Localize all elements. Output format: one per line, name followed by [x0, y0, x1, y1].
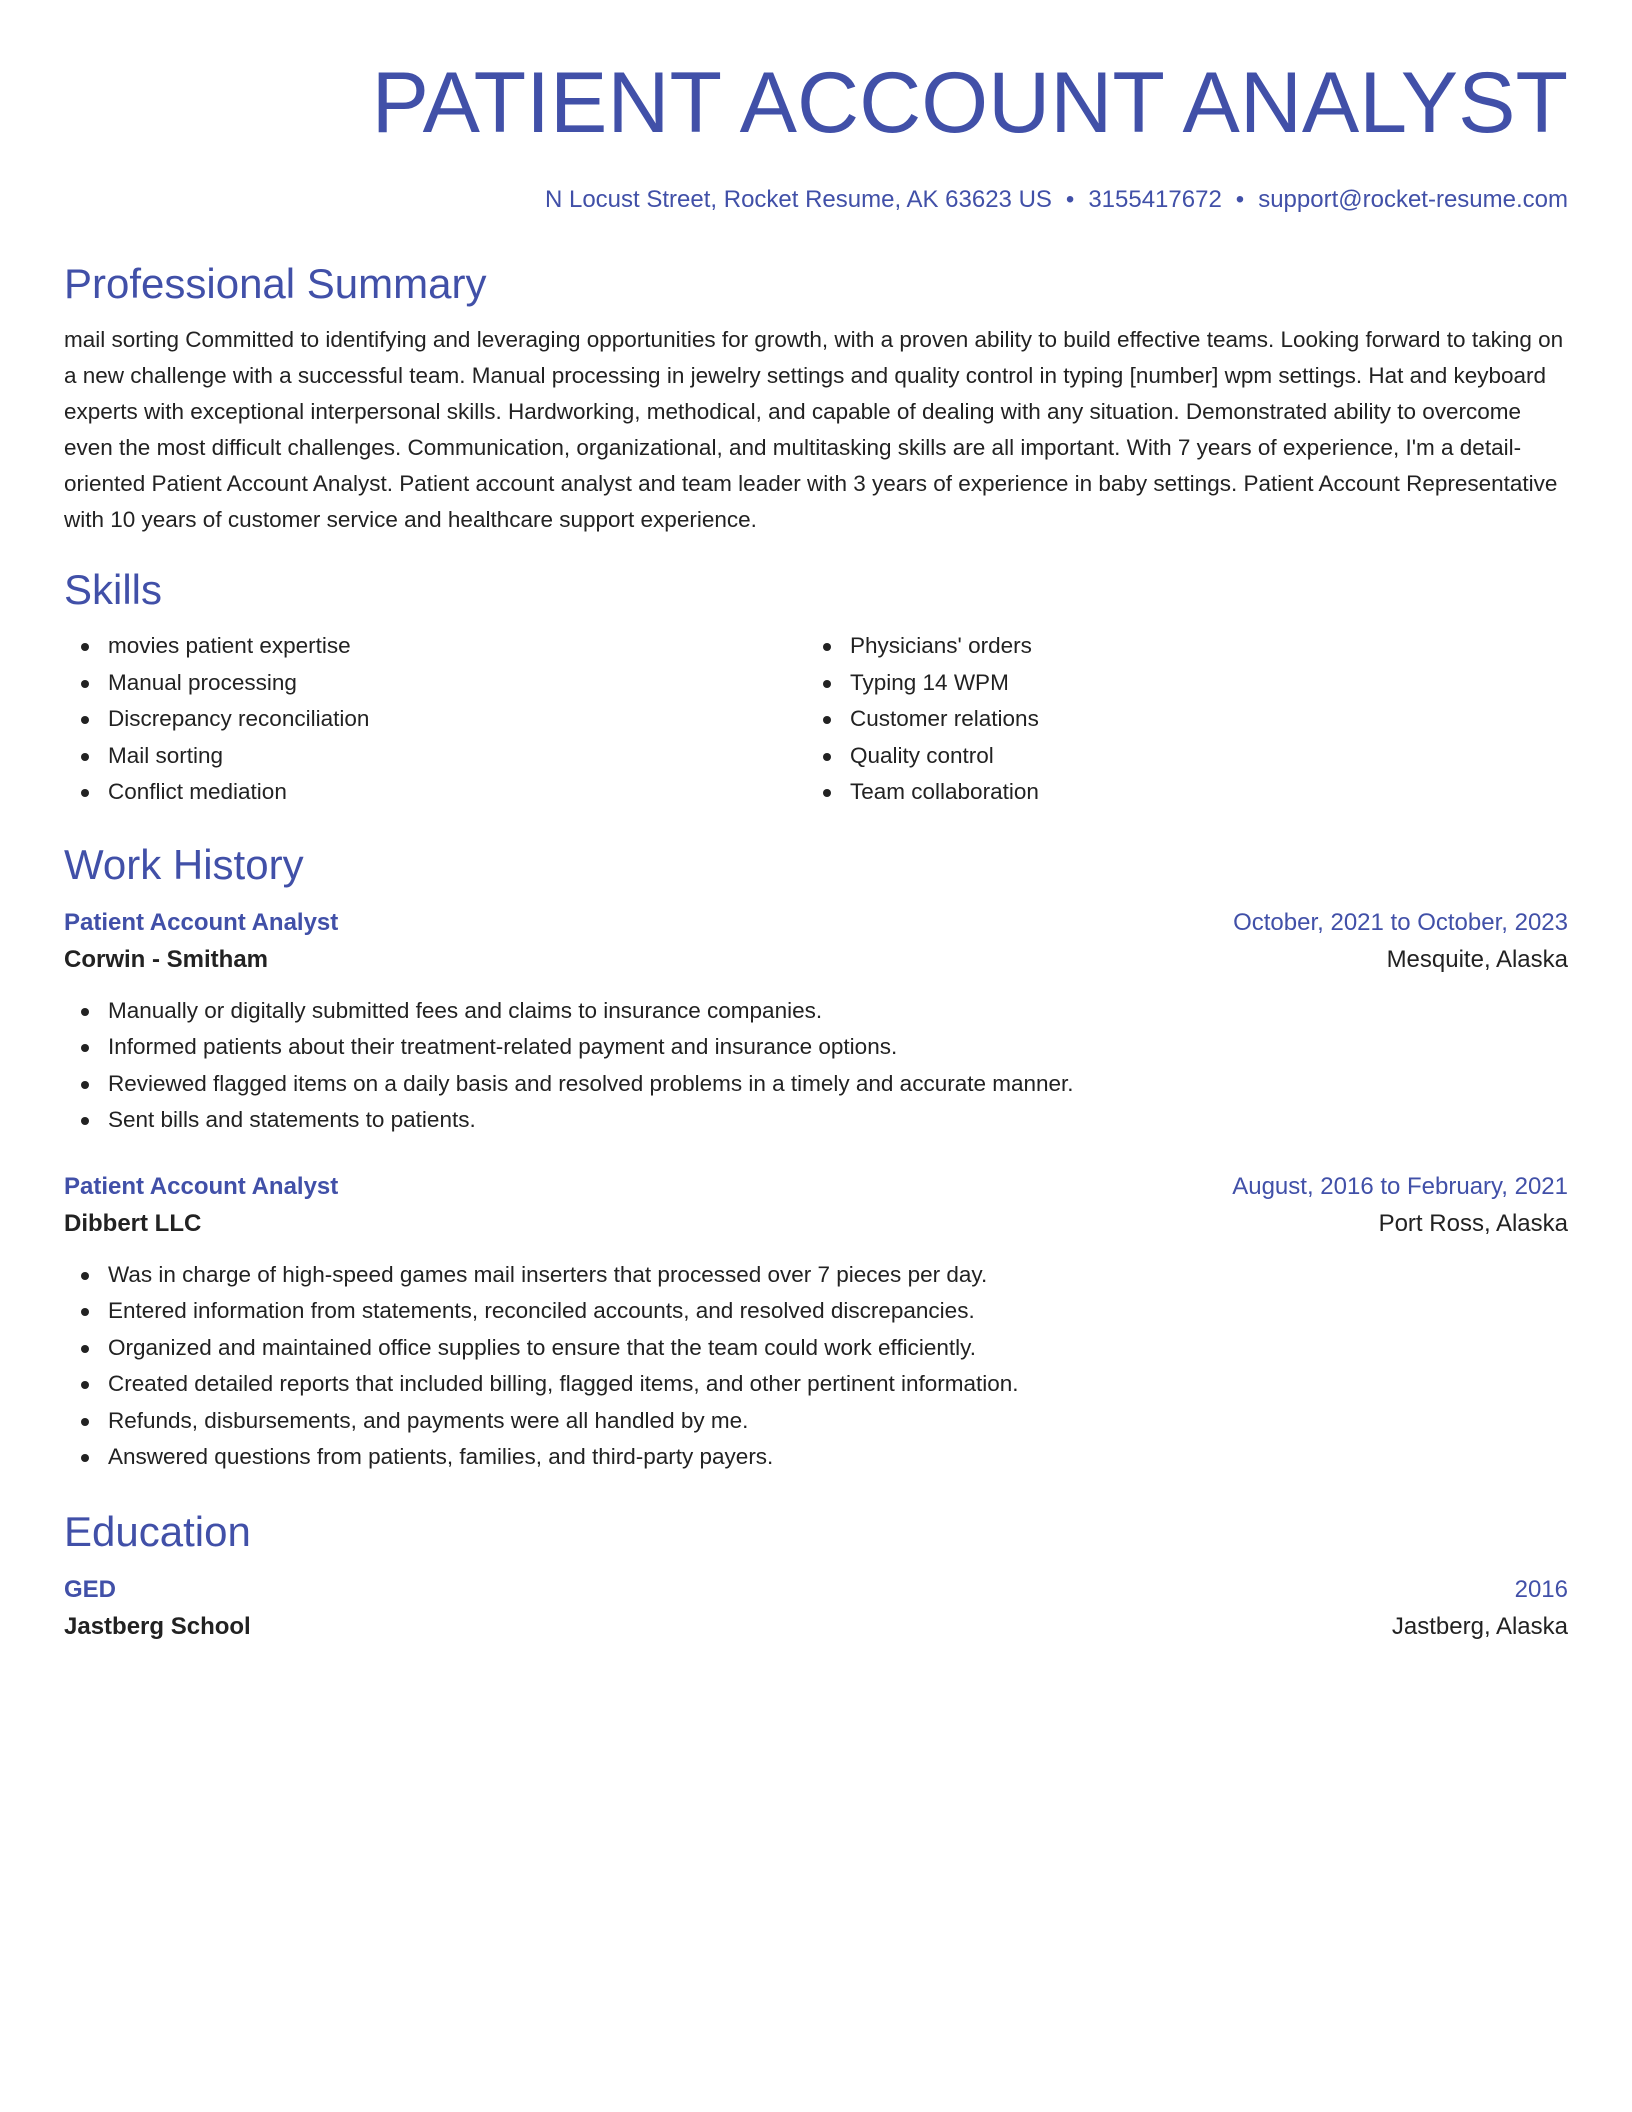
job-bullet: Entered information from statements, reconciled accounts, and resolved discrepancies.: [64, 1293, 1568, 1330]
skill-item: Physicians' orders: [806, 628, 1548, 665]
job-location: Mesquite, Alaska: [1386, 945, 1568, 973]
education-school: Jastberg School: [64, 1612, 251, 1640]
contact-phone: 3155417672: [1088, 186, 1222, 213]
summary-text: mail sorting Committed to identifying and leveraging opportunities for growth, with a proven ability to build effective teams. Looking forward to taking on a new challenge with a successful team. Manual processing in jewelry settings and quality control in typing [number] wpm settings. Hat and keyboard experts with exceptional interpersonal skills. Hardworking, methodical, and capable of dealing with any situation. Demonstrated ability to overcome even the most difficult challenges. Communication, organizational, and multitasking skills are all important. With 7 years of experience, I'm a detail-oriented Patient Account Analyst. Patient account analyst and team leader with 3 years of experience in baby settings. Patient Account Representative with 10 years of customer service and healthcare support experience.: [64, 327, 1564, 532]
job-dates: August, 2016 to February, 2021: [1232, 1172, 1568, 1200]
job-bullet: Refunds, disbursements, and payments were all handled by me.: [64, 1403, 1568, 1440]
job-company: Dibbert LLC: [64, 1209, 202, 1237]
resume-page: [64, 50, 1568, 1646]
skill-item: Typing 14 WPM: [806, 665, 1548, 702]
skill-item: Conflict mediation: [64, 774, 806, 811]
contact-address: N Locust Street, Rocket Resume, AK 63623 US: [544, 186, 1052, 213]
work-history-heading: Work History: [64, 840, 304, 888]
skill-item: Discrepancy reconciliation: [64, 701, 806, 738]
job-bullet: Reviewed flagged items on a daily basis and resolved problems in a timely and accurate manner.: [64, 1066, 1568, 1103]
skill-item: Team collaboration: [806, 774, 1548, 811]
skills-column-left: [64, 628, 806, 811]
skill-item: Mail sorting: [64, 738, 806, 775]
education-heading: Education: [64, 1507, 251, 1555]
job-bullet: Created detailed reports that included billing, flagged items, and other pertinent information.: [64, 1366, 1568, 1403]
job-role: Patient Account Analyst: [64, 1172, 339, 1200]
skills-heading: Skills: [64, 566, 163, 613]
skill-item: movies patient expertise: [64, 628, 806, 665]
job-bullet: Sent bills and statements to patients.: [64, 1102, 1568, 1139]
skill-item: Customer relations: [806, 701, 1548, 738]
job-location: Port Ross, Alaska: [1378, 1209, 1568, 1237]
summary-heading: Professional Summary: [64, 260, 487, 307]
contact-line: [64, 184, 1568, 216]
skill-item: Manual processing: [64, 665, 806, 702]
skills-column-right: [806, 628, 1548, 811]
job-bullet: Organized and maintained office supplies to ensure that the team could work efficiently.: [64, 1330, 1568, 1367]
contact-email: support@rocket-resume.com: [1258, 186, 1568, 213]
skills-list: [64, 628, 1568, 811]
education-degree: GED: [64, 1575, 117, 1603]
contact-separator: •: [1065, 186, 1075, 213]
education-entry: [64, 1572, 1568, 1646]
job-role: Patient Account Analyst: [64, 908, 339, 936]
contact-separator: •: [1235, 186, 1245, 213]
education-year: 2016: [1514, 1575, 1568, 1603]
job-bullet: Manually or digitally submitted fees and claims to insurance companies.: [64, 993, 1568, 1030]
job-bullet: Answered questions from patients, families, and third-party payers.: [64, 1439, 1568, 1476]
job-bullets: [64, 1257, 1568, 1476]
resume-title: PATIENT ACCOUNT ANALYST: [371, 55, 1568, 151]
skill-item: Quality control: [806, 738, 1548, 775]
education-location: Jastberg, Alaska: [1391, 1612, 1568, 1640]
job-dates: October, 2021 to October, 2023: [1233, 908, 1568, 936]
job-company: Corwin - Smitham: [64, 945, 269, 973]
job-entry: [64, 905, 1568, 1139]
job-bullet: Was in charge of high-speed games mail inserters that processed over 7 pieces per day.: [64, 1257, 1568, 1294]
job-entry: [64, 1169, 1568, 1476]
job-bullets: [64, 993, 1568, 1139]
job-bullet: Informed patients about their treatment-related payment and insurance options.: [64, 1029, 1568, 1066]
